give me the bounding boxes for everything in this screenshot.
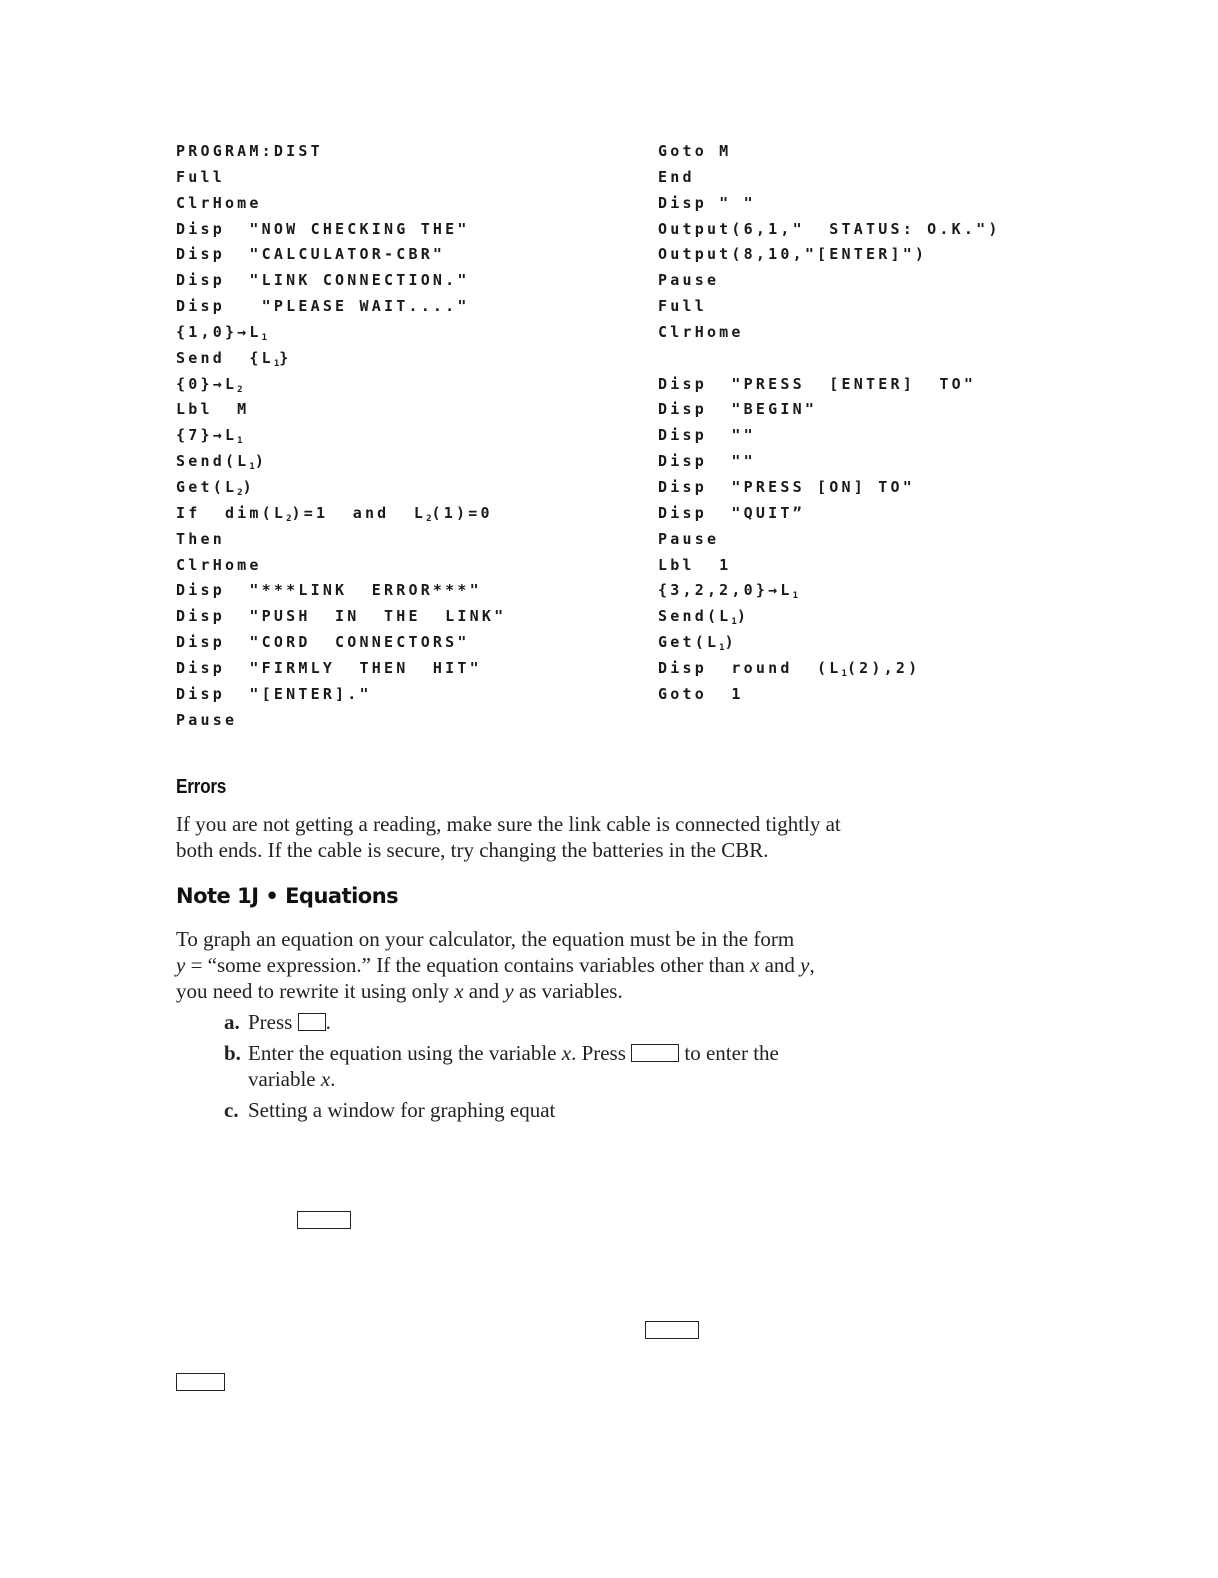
code-line: Disp "" xyxy=(658,452,756,471)
code-line: Disp "FIRMLY THEN HIT" xyxy=(176,658,482,677)
code-line: $Get(L_2)$ xyxy=(176,477,255,498)
code-line: Disp "CALCULATOR-CBR" xyxy=(176,245,446,264)
code-line: $\{7\}\to L_1$ xyxy=(176,426,243,447)
code-line: Disp "CORD CONNECTORS" xyxy=(176,633,470,652)
code-line: If $dim(L_2)=1$ and $L_2(1)=0$ xyxy=(176,503,493,524)
step-label: c. xyxy=(224,1098,239,1122)
code-line: Pause xyxy=(658,529,720,548)
step-b-end: to enter the variable xyxy=(248,1041,779,1091)
code-line: End xyxy=(658,167,695,186)
step-b-end-dot: . xyxy=(330,1067,336,1091)
code-line: Disp "BEGIN" xyxy=(658,400,818,419)
calculator-key-icon xyxy=(631,1044,679,1062)
code-line: Pause xyxy=(658,271,720,290)
code-line: Disp "PRESS [ENTER] TO" xyxy=(658,374,977,393)
code-line: Lbl M xyxy=(176,400,250,419)
var-y: y xyxy=(176,953,186,977)
code-line: Then xyxy=(176,529,225,548)
step-a xyxy=(224,1009,844,1035)
code-line: Goto M xyxy=(658,142,732,160)
calculator-key-icon xyxy=(297,1211,351,1229)
note-paragraph xyxy=(176,926,876,1004)
code-line: $\{3,2,2,0\}\to L_1$ xyxy=(658,581,798,602)
step-label: a. xyxy=(224,1010,240,1034)
code-line: Disp "" xyxy=(658,426,756,445)
var-x: x xyxy=(750,953,760,977)
code-line: Disp "PLEASE WAIT...." xyxy=(176,297,470,316)
var-x: x xyxy=(320,1067,331,1091)
code-line: Disp "NOW CHECKING THE" xyxy=(176,219,470,238)
code-line: $\{0\}\to L_2$ xyxy=(176,374,243,395)
note-text-4: , xyxy=(809,953,815,977)
code-line: Goto 1 xyxy=(658,684,744,703)
step-a-end: . xyxy=(325,1010,331,1034)
code-line: Full xyxy=(658,297,707,316)
var-y: y xyxy=(800,953,810,977)
step-b-mid: . Press xyxy=(571,1041,626,1065)
code-line: Output(6,1," STATUS: O.K.") xyxy=(658,219,1001,238)
step-c xyxy=(224,1097,844,1123)
note-text-5: you need to rewrite it using only xyxy=(176,979,455,1003)
code-line: Disp "PUSH IN THE LINK" xyxy=(176,607,507,626)
code-line: ClrHome xyxy=(658,322,744,341)
code-line: Disp "LINK CONNECTION." xyxy=(176,271,470,290)
step-b-text: Enter the equation using the variable xyxy=(248,1041,562,1065)
code-line: $Get(L_1)$ xyxy=(658,633,737,654)
var-y: y xyxy=(504,979,514,1003)
code-line: Pause xyxy=(176,710,238,729)
code-line: Send $\{L_1\}$ xyxy=(176,348,292,369)
note-text-2: = “some expression.” If the equation contains variables other than xyxy=(185,953,750,977)
steps-list xyxy=(224,1009,844,1128)
errors-heading: Errors xyxy=(176,776,227,798)
step-b xyxy=(224,1040,844,1092)
var-x: x xyxy=(561,1041,572,1065)
errors-paragraph: If you are not getting a reading, make sure the link cable is connected tightly at both ends. If the cable is secure, try changing the batteries in the CBR. xyxy=(176,812,841,862)
code-line: Disp round $(L_1(2),2)$ xyxy=(658,658,921,679)
code-line xyxy=(658,346,1001,372)
note-text-1: To graph an equation on your calculator, the equation must be in the form xyxy=(176,927,795,951)
note-heading: Note 1J • Equations xyxy=(176,884,399,908)
calculator-key-icon xyxy=(176,1373,225,1391)
program-code-left-column xyxy=(176,139,506,733)
code-line: Disp "***LINK ERROR***" xyxy=(176,581,482,600)
note-text-6: and xyxy=(463,979,505,1003)
step-a-text: Press xyxy=(248,1010,293,1034)
step-label: b. xyxy=(224,1041,241,1065)
code-line: ClrHome xyxy=(176,193,262,212)
code-line: Full xyxy=(176,167,225,186)
code-line: $Send(L_1)$ xyxy=(176,452,268,473)
code-line: Disp "PRESS [ON] TO" xyxy=(658,477,915,496)
code-line: Disp " " xyxy=(658,193,756,212)
code-line: ClrHome xyxy=(176,555,262,574)
code-line: $Send(L_1)$ xyxy=(658,607,750,628)
var-x: x xyxy=(454,979,464,1003)
code-line: PROGRAM:DIST xyxy=(176,142,323,160)
code-line: Lbl 1 xyxy=(658,555,732,574)
code-line: Output(8,10,"[ENTER]") xyxy=(658,245,928,264)
step-c-text: Setting a window for graphing equat xyxy=(248,1098,556,1122)
calculator-key-icon xyxy=(645,1321,699,1339)
code-line: Disp "[ENTER]." xyxy=(176,684,372,703)
note-text-7: as variables. xyxy=(513,979,623,1003)
note-text-3: and xyxy=(759,953,801,977)
code-line: $\{1,0\}\to L_1$ xyxy=(176,322,268,343)
code-line: Disp "QUIT” xyxy=(658,503,805,522)
program-code-right-column xyxy=(658,139,1001,708)
calculator-key-icon xyxy=(298,1013,326,1031)
